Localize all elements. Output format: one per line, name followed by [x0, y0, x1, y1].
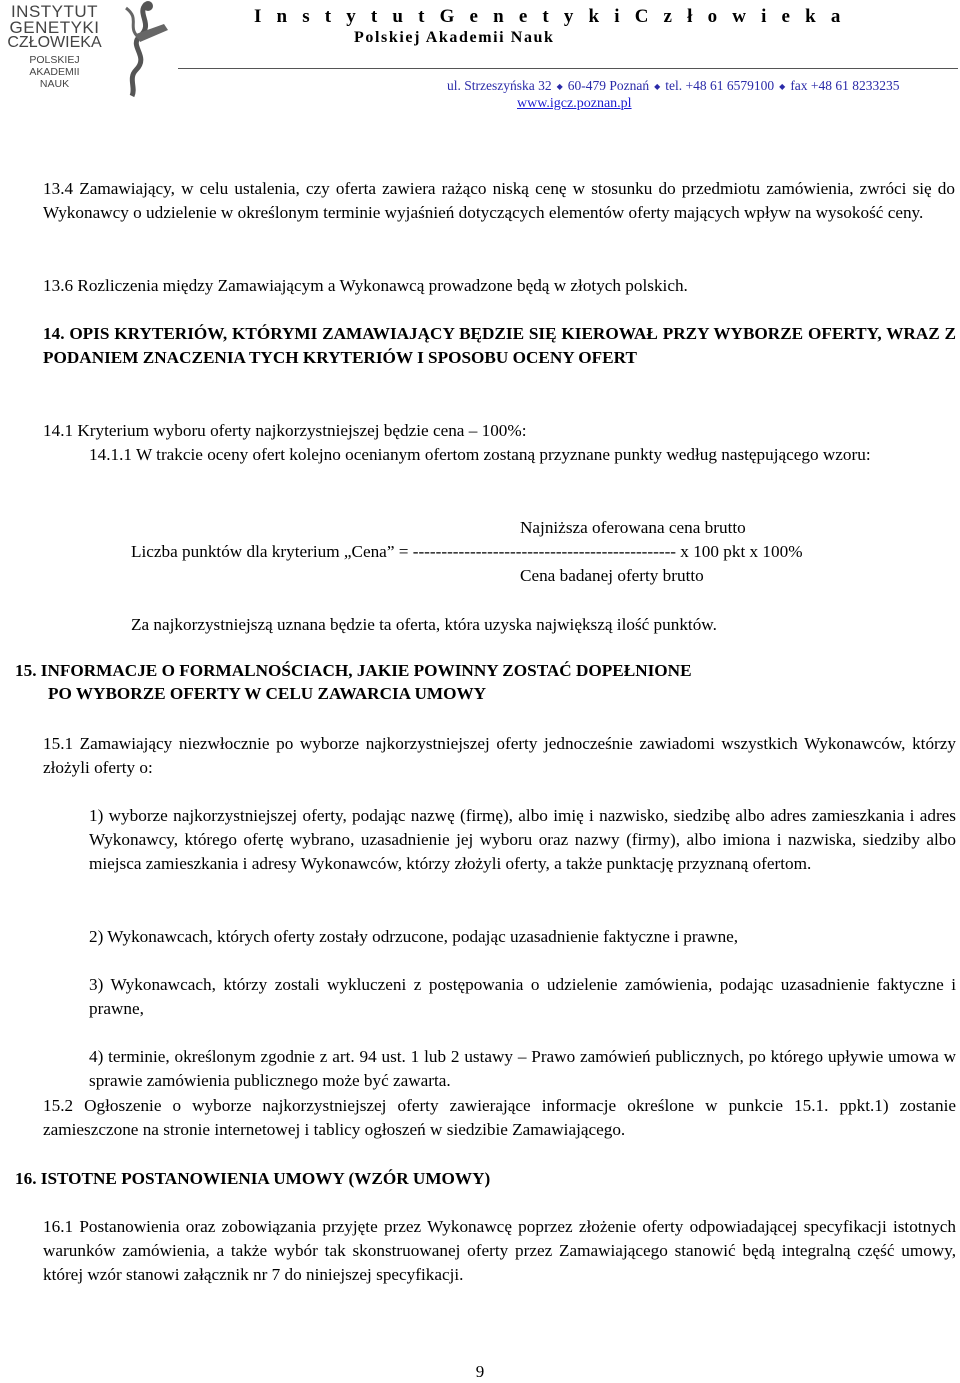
list-item-4: 4) terminie, określonym zgodnie z art. 94 ust. 1 lub 2 ustawy – Prawo zamówień publicznych, po którego upływie umowa w sprawie zamówienia publicznego może być zawarta.: [89, 1047, 956, 1090]
page-number: 9: [475, 1362, 485, 1381]
fax: fax +48 61 8233235: [790, 78, 900, 93]
list-item-3: 3) Wykonawcach, którzy zostali wykluczeni z postępowania o udzielenie zamówienia, podając uzasadnienie faktyczne i prawne,: [89, 975, 956, 1018]
section-15-heading-line2: PO WYBORZE OFERTY W CELU ZAWARCIA UMOWY: [48, 684, 487, 703]
paragraph-14-1-1: 14.1.1 W trakcie oceny ofert kolejno ocenianym ofertom zostaną przyznane punkty według następującego wzoru:: [89, 445, 871, 464]
paragraph-15-1: 15.1 Zamawiający niezwłocznie po wyborze najkorzystniejszej oferty jednocześnie zawiadomi wszystkich Wykonawców, którzy złożyli oferty o:: [43, 734, 956, 777]
logo-text-line: CZŁOWIEKA: [7, 34, 102, 51]
bullet-icon: ◆: [654, 82, 661, 92]
logo-text-line: GENETYKI: [9, 18, 100, 37]
institute-name: I n s t y t u t G e n e t y k i C z ł o w i e k a: [254, 6, 846, 27]
bullet-icon: ◆: [556, 82, 563, 92]
paragraph-15-2: 15.2 Ogłoszenie o wyborze najkorzystniejszej oferty zawierające informacje określone w punkcie 15.1. ppkt.1) zostanie zamieszczone na stronie internetowej i tablicy ogłoszeń w siedzibie Zamawiającego.: [43, 1096, 956, 1139]
section-15-heading: 15. INFORMACJE O FORMALNOŚCIACH, JAKIE POWINNY ZOSTAĆ DOPEŁNIONE: [15, 661, 692, 680]
header-divider: [178, 68, 958, 69]
section-16-heading: 16. ISTOTNE POSTANOWIENIA UMOWY (WZÓR UMOWY): [15, 1169, 491, 1188]
logo-text-line: INSTYTUT: [10, 2, 99, 21]
postcode: 60-479 Poznań: [567, 78, 650, 93]
logo-text-line: NAUK: [39, 78, 70, 90]
bullet-icon: ◆: [779, 82, 786, 92]
formula-denominator: Cena badanej oferty brutto: [520, 566, 704, 585]
paragraph-16-1: 16.1 Postanowienia oraz zobowiązania przyjęte przez Wykonawcę poprzez złożenie oferty odpowiadającej specyfikacji istotnych warunków zamówienia, a także wybór tak skonstruowanej oferty przez Zamawiającego stanowić będą integralną część umowy, której wzór stanowi załącznik nr 7 do niniejszej specyfikacji.: [43, 1217, 956, 1284]
logo-text-line: AKADEMII: [29, 66, 80, 78]
telephone: tel. +48 61 6579100: [665, 78, 775, 93]
website-link[interactable]: www.igcz.poznan.pl: [517, 96, 632, 111]
paragraph-14-1: 14.1 Kryterium wyboru oferty najkorzystniejszej będzie cena – 100%:: [43, 421, 527, 440]
paragraph-13-4: 13.4 Zamawiający, w celu ustalenia, czy oferta zawiera rażąco niską cenę w stosunku do przedmiotu zamówienia, zwróci się do Wykonawcy o udzielenie w określonym terminie wyjaśnień dotyczących elementów oferty mających wpływ na wysokość ceny.: [43, 179, 955, 222]
paragraph-13-6: 13.6 Rozliczenia między Zamawiającym a Wykonawcą prowadzone będą w złotych polskich.: [43, 276, 688, 295]
institute-subtitle: Polskiej Akademii Nauk: [354, 29, 555, 46]
logo-text-line: POLSKIEJ: [29, 54, 80, 66]
list-item-2: 2) Wykonawcach, których oferty zostały odrzucone, podając uzasadnienie faktyczne i prawne,: [89, 927, 739, 946]
contact-line: [447, 78, 900, 94]
formula-main: Liczba punktów dla kryterium „Cena” = ---------------------------------------------- x 100 pkt x 100%: [131, 542, 803, 561]
dna-figure-icon: [106, 0, 172, 98]
address: ul. Strzeszyńska 32: [447, 78, 552, 93]
institute-logo: [2, 0, 170, 98]
section-14-heading: 14. OPIS KRYTERIÓW, KTÓRYMI ZAMAWIAJĄCY BĘDZIE SIĘ KIEROWAŁ PRZY WYBORZE OFERTY, WRAZ Z PODANIEM ZNACZENIA TYCH KRYTERIÓW I SPOSOBU OCENY OFERT: [43, 324, 956, 367]
formula-note: Za najkorzystniejszą uznana będzie ta oferta, która uzyska największą ilość punktów.: [131, 615, 717, 634]
formula-numerator: Najniższa oferowana cena brutto: [520, 518, 746, 537]
list-item-1: 1) wyborze najkorzystniejszej oferty, podając nazwę (firmę), albo imię i nazwisko, siedzibę albo adres zamieszkania i adres Wykonawcy, którego ofertę wybrano, uzasadnienie jej wyboru oraz nazwy (firmy), albo imiona i nazwiska, siedziby albo miejsca zamieszkania i adresy Wykonawców, którzy złożyli oferty, a także punktację przyznaną ofertom.: [89, 806, 956, 873]
